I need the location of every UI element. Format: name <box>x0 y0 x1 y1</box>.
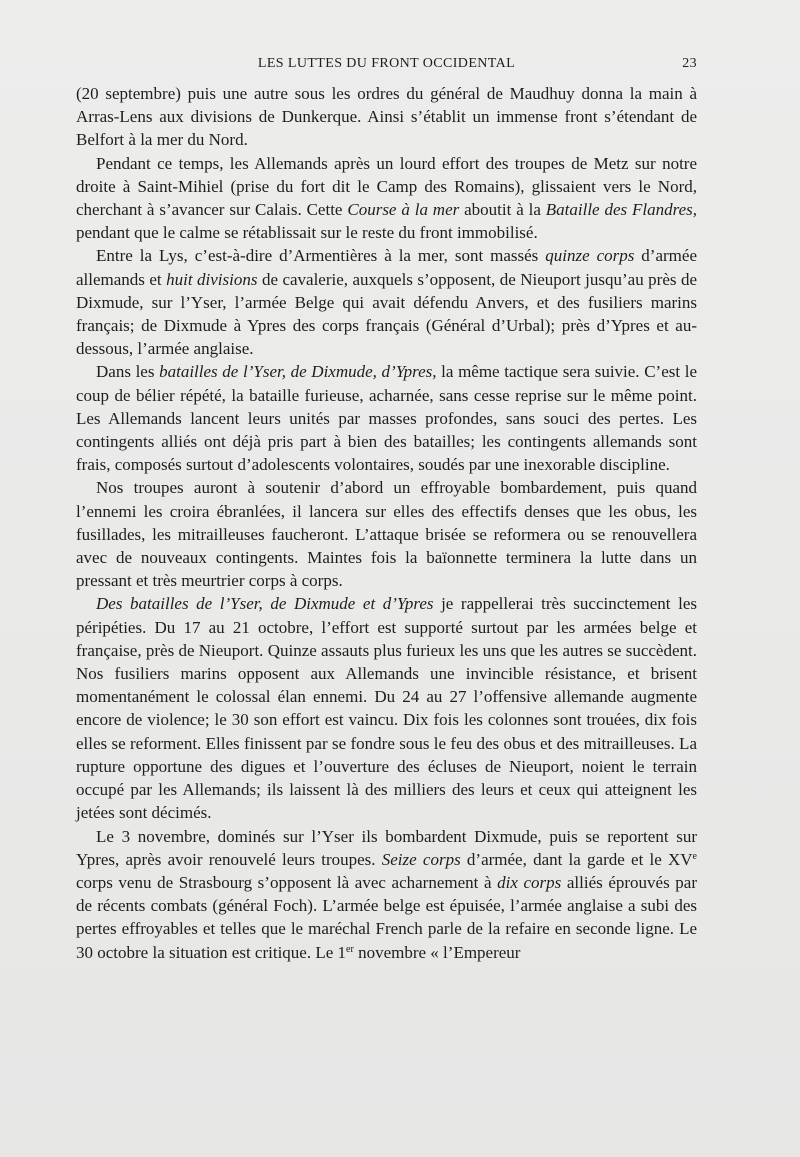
paragraph <box>76 244 697 360</box>
body-text <box>76 82 697 964</box>
paragraph <box>76 82 697 152</box>
text-segment: Pendant ce temps, les Allemands après un lourd effort des troupes de Metz sur notre droite à Saint-Mihiel (prise du fort dit le Camp des Romains), glissaient vers le Nord, cherchant à s’avancer sur Calais. Cette <box>76 153 697 220</box>
paragraph <box>76 476 697 592</box>
superscript: er <box>346 943 354 955</box>
italic-text: Des batailles de l’Yser, de Dixmude et d’Ypres <box>96 594 434 614</box>
text-segment: d’armée allemands et <box>76 246 697 289</box>
italic-text: Course à la mer <box>347 200 460 220</box>
italic-text: quinze corps <box>545 246 635 266</box>
text-segment: aboutit à la <box>459 200 546 220</box>
paragraph <box>76 360 697 476</box>
page-number: 23 <box>682 56 697 71</box>
running-title: LES LUTTES DU FRONT OCCIDENTAL <box>257 56 516 71</box>
text-segment: Nos troupes auront à soutenir d’abord un effroyable bombardement, puis quand l’ennemi les croira ébranlées, il lancera sur elles des effectifs denses que les obus, les fusillades, les mitrailleuses faucheront. L’attaque brisée se reformera ou se renouvellera avec de nouveaux contingents. Maintes fois la baïonnette terminera la lutte dans un pressant et très meurtrier corps à corps. <box>76 478 697 591</box>
text-segment: Le 3 novembre, dominés sur l’Yser ils bombardent Dixmude, puis se reportent sur Ypres, après avoir renouvelé leurs troupes. <box>76 826 697 869</box>
text-segment: novembre « l’Empereur <box>353 942 521 962</box>
text-segment: alliés éprouvés par de récents combats (général Foch). L’armée belge est épuisée, l’armée anglaise a subi des pertes effroyables et telles que le maréchal French parle de la refaire en seconde ligne. Le 30 octobre la situation est critique. Le 1 <box>76 872 698 962</box>
page-header <box>76 56 697 76</box>
italic-text: huit divisions <box>166 269 258 289</box>
superscript: e <box>692 850 697 862</box>
italic-text: dix corps <box>497 872 562 892</box>
text-segment: pendant que le calme se rétablissait sur le reste du front immobilisé. <box>76 223 538 243</box>
text-segment: la même tactique sera suivie. C’est le coup de bélier répété, la bataille furieuse, acharnée, sans cesse reprise sur le même point. Les Allemands lancent leurs unités par masses profondes, sans souci des pertes. Les contingents alliés ont déjà pris part à bien des batailles; les contingents allemands sont frais, composés surtout d’adolescents volontaires, soudés par une inexorable discipline. <box>76 362 697 475</box>
italic-text: Bataille des Flandres, <box>545 200 697 220</box>
text-segment: d’armée, dant la garde et le XV <box>460 849 693 869</box>
paragraph <box>76 592 697 824</box>
text-segment: de cavalerie, auxquels s’opposent, de Nieuport jusqu’au près de Dixmude, sur l’Yser, l’armée Belge qui avait défendu Anvers, et des fusiliers marins français; de Dixmude à Ypres des corps français (Général d’Urbal); près d’Ypres et au-dessous, l’armée anglaise. <box>76 269 697 359</box>
text-segment: (20 septembre) puis une autre sous les ordres du général de Maudhuy donna la main à Arras-Lens aux divisions de Dunkerque. Ainsi s’établit un immense front s’étendant de Belfort à la mer du Nord. <box>76 84 697 150</box>
paragraph <box>76 152 697 245</box>
text-segment: Dans les <box>96 362 160 382</box>
paragraph <box>76 825 697 964</box>
text-segment: corps venu de Strasbourg s’opposent là avec acharnement à <box>76 872 498 892</box>
italic-text: Seize corps <box>381 849 461 869</box>
text-segment: je rappellerai très succinctement les péripéties. Du 17 au 21 octobre, l’effort est supporté surtout par les armées belge et française, près de Nieuport. Quinze assauts plus furieux les uns que les autres se succèdent. Nos fusiliers marins opposent aux Allemands une invincible résistance, et brisent momentanément le colossal élan ennemi. Du 24 au 27 l’offensive allemande augmente encore de violence; le 30 son effort est vaincu. Dix fois les colonnes sont trouées, dix fois elles se reforment. Elles finissent par se fondre sous le feu des obus et des mitrailleuses. La rupture opportune des digues et l’ouverture des écluses de Nieuport, noient le terrain occupé par les Allemands; ils laissent là des milliers des leurs et ceux qui atteignent les jetées sont décimés. <box>76 594 698 823</box>
text-segment: Entre la Lys, c’est-à-dire d’Armentières à la mer, sont massés <box>96 246 546 266</box>
italic-text: batailles de l’Yser, de Dixmude, d’Ypres, <box>159 362 437 382</box>
